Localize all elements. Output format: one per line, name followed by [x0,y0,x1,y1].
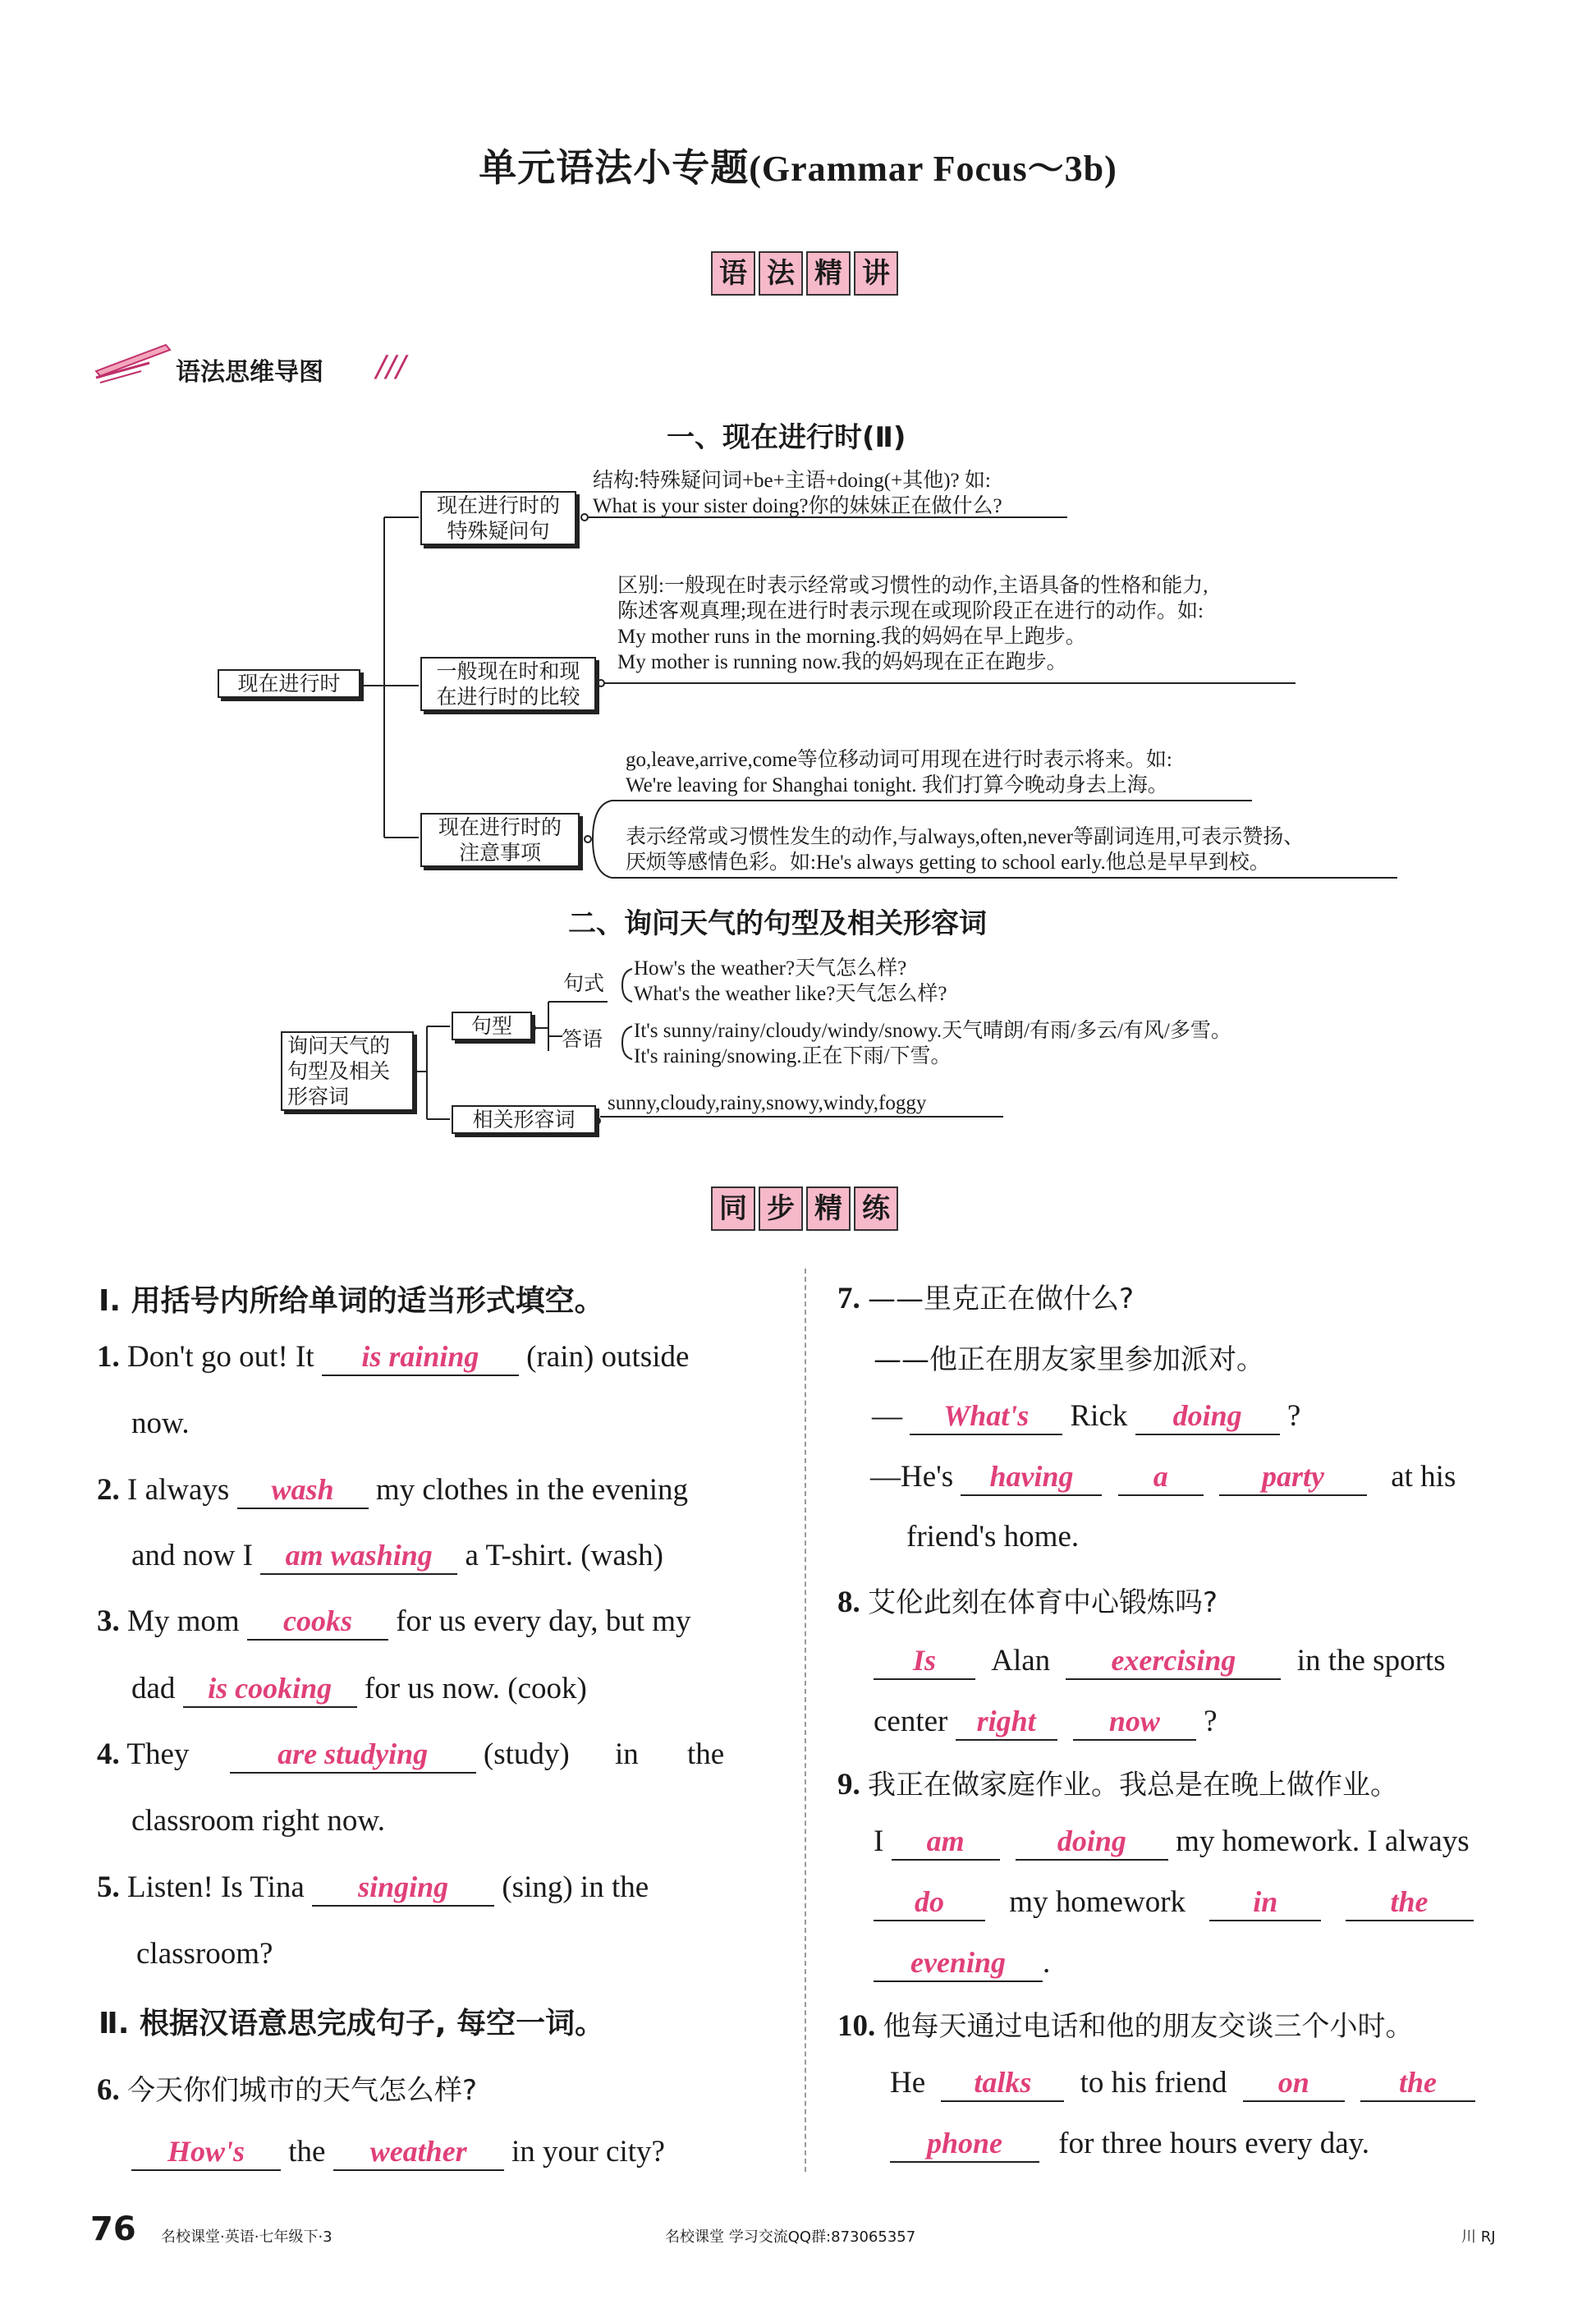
q-text: Alan [991,1644,1051,1678]
branch2-note [617,573,1208,675]
note-line: What's the weather like?天气怎么样? [634,983,947,1005]
question-7-line1 [872,1398,1300,1435]
q-text: center [874,1705,948,1738]
branch-text: 在进行时的比较 [436,685,580,709]
adjective-list: sunny,cloudy,rainy,snowy,windy,foggy [608,1092,927,1114]
question-9-line1 [874,1823,1470,1861]
question-3 [97,1603,691,1641]
question-10-line1 [890,2064,1475,2102]
q-number: 9. [837,1768,860,1801]
answer-blank[interactable]: talks [941,2064,1064,2102]
branch3-note-b [626,824,1304,875]
branch3-note-a [626,747,1172,798]
part2-heading: Ⅱ. 根据汉语意思完成句子, 每空一词。 [99,2007,605,2040]
note-line: What is your sister doing?你的妹妹正在做什么? [593,495,1002,517]
q-text: Listen! Is Tina [127,1870,305,1904]
answer-blank[interactable]: evening [874,1944,1043,1982]
q-text: (rain) outside [526,1340,690,1374]
question-2-cont [131,1537,663,1575]
question-8-line2 [874,1703,1218,1741]
mindmap-label: 语法思维导图 [176,358,323,387]
q-text: (study) [483,1737,570,1771]
q-text: in [614,1737,639,1771]
answer-blank[interactable]: singing [312,1869,494,1907]
answer-blank[interactable]: is raining [322,1338,519,1376]
q-text: (sing) in the [502,1870,649,1904]
badge-char: 练 [854,1186,898,1231]
q-chinese: 艾伦此刻在体育中心锻炼吗? [868,1586,1218,1619]
question-8-line1 [874,1642,1446,1680]
answer-blank[interactable]: exercising [1066,1642,1281,1680]
answer-blank[interactable]: What's [910,1398,1062,1435]
footer-book: 名校课堂·英语·七年级下·3 [161,2228,332,2246]
q-number: 10. [837,2009,876,2043]
mindmap-root: 现在进行时 [218,669,360,698]
q-number: 4. [97,1737,120,1771]
answer-blank[interactable]: doing [1016,1823,1168,1861]
question-4-cont: classroom right now. [131,1804,385,1838]
badge-char: 精 [806,251,851,296]
q-text: in the sports [1296,1644,1446,1678]
answer-blank[interactable]: a [1118,1458,1204,1496]
mindmap-branch-notes [420,813,580,867]
answer-blank[interactable]: in [1209,1884,1321,1921]
mindmap-branch-questions [420,491,576,545]
mindmap-root-weather [281,1031,414,1111]
q-chinese: 他每天通过电话和他的朋友交谈三个小时。 [883,2010,1414,2043]
answer-blank[interactable]: Is [874,1642,975,1680]
question-5-cont: classroom? [136,1937,273,1971]
answer-blank[interactable]: phone [890,2125,1039,2163]
q-text: a T-shirt. (wash) [465,1539,663,1572]
q-text: for three hours every day. [1058,2127,1369,2160]
answer-blank[interactable]: are studying [230,1736,476,1774]
question-1-cont: now. [131,1407,190,1440]
q-chinese: 今天你们城市的天气怎么样? [127,2074,478,2107]
q-text: He [890,2066,926,2100]
q-text: my homework [1009,1885,1186,1919]
q-text: They [126,1737,190,1771]
q-text: —He's [870,1460,954,1494]
answer-blank[interactable]: the [1360,2064,1475,2102]
title-en: (Grammar Focus～3b) [749,149,1117,189]
note-line: go,leave,arrive,come等位移动词可用现在进行时表示将来。如: [626,749,1172,771]
note-line: 厌烦等感情色彩。如:He's always getting to school early.他总是早早到校。 [626,851,1270,874]
branch-text: 现在进行时的 [436,493,560,517]
title-cn: 单元语法小专题 [479,145,750,190]
q-text: ? [1286,1399,1301,1433]
badge-char: 法 [759,251,803,296]
question-6 [97,2068,477,2108]
section1-heading: 一、现在进行时(Ⅱ) [667,421,906,454]
branch-text: 特殊疑问句 [447,519,550,543]
part1-heading: Ⅰ. 用括号内所给单词的适当形式填空。 [99,1284,604,1318]
q-text: Don't go out! It [127,1340,314,1374]
q-number: 1. [97,1340,120,1374]
answer-blank[interactable]: having [961,1458,1102,1496]
answer-sentences [634,1018,1231,1069]
question-3-cont [131,1670,587,1708]
question-6-answer [131,2133,665,2171]
q-text: . [1043,1946,1051,1980]
page-number: 76 [90,2210,136,2248]
q-number: 3. [97,1604,120,1638]
answer-blank[interactable]: is cooking [183,1670,357,1708]
note-line: 区别:一般现在时表示经常或习惯性的动作,主语具备的性格和能力, [617,575,1208,597]
answer-blank[interactable]: right [956,1703,1057,1741]
q-text: and now I [131,1539,253,1572]
badge-char: 语 [711,251,755,296]
q-text: in your city? [511,2135,665,2169]
note-line: We're leaving for Shanghai tonight. 我们打算今晚动身去上海。 [626,774,1168,796]
question-7-cn2: ——他正在朋友家里参加派对。 [874,1343,1264,1376]
branch1-note [593,468,1002,519]
root-text: 形容词 [287,1085,350,1108]
mindmap-adjectives: 相关形容词 [452,1105,596,1134]
section-badge-practice [711,1186,898,1231]
q-number: 8. [837,1586,860,1619]
answer-blank[interactable]: on [1243,2064,1345,2102]
note-line: My mother is running now.我的妈妈现在正在跑步。 [617,651,1067,673]
q-text: at his [1391,1460,1456,1494]
question-4 [97,1736,724,1774]
question-9-line3 [874,1944,1050,1982]
q-number: 6. [97,2073,120,2107]
badge-char: 精 [806,1186,851,1231]
answer-blank[interactable]: now [1073,1703,1196,1741]
q-text: I always [127,1473,230,1507]
question-7-line3: friend's home. [906,1520,1080,1554]
answer-blank[interactable]: am [892,1823,1000,1861]
question-9-line2 [874,1884,1474,1921]
q-number: 2. [97,1473,120,1507]
branch-text: 注意事项 [458,841,541,865]
form-sentences [634,956,947,1007]
badge-char: 同 [711,1186,755,1231]
branch-text: 现在进行时的 [438,815,562,839]
q-text: — [872,1399,902,1433]
q-number: 7. [837,1282,860,1315]
q-text: ? [1204,1705,1218,1738]
q-text: the [288,2135,326,2169]
question-8 [837,1580,1218,1620]
root-text: 询问天气的 [287,1034,391,1058]
answer-blank[interactable]: am washing [260,1537,457,1575]
note-line: How's the weather?天气怎么样? [634,957,907,980]
answer-blank[interactable]: doing [1135,1398,1280,1435]
q-chinese: ——里克正在做什么? [868,1283,1135,1315]
q-text: Rick [1070,1399,1128,1433]
footer-qq: 名校课堂 学习交流QQ群:873065357 [665,2228,916,2246]
q-text: for us every day, but my [396,1604,691,1638]
answer-blank[interactable]: How's [131,2133,281,2171]
q-number: 5. [97,1870,120,1904]
q-text: dad [131,1672,176,1705]
question-5 [97,1869,649,1907]
note-line: It's raining/snowing.正在下雨/下雪。 [634,1045,952,1067]
decor-slashes: /// [376,350,406,383]
answer-blank[interactable]: party [1219,1458,1367,1496]
answer-label: 答语 [562,1027,603,1051]
answer-blank[interactable]: the [1346,1884,1474,1921]
question-1 [97,1338,689,1376]
answer-blank[interactable]: weather [333,2133,504,2171]
note-line: 陈述客观真理;现在进行时表示现在或现阶段正在进行的动作。如: [617,600,1204,622]
section2-heading: 二、询问天气的句型及相关形容词 [568,907,987,940]
column-divider [805,1269,806,2172]
note-line: 结构:特殊疑问词+be+主语+doing(+其他)? 如: [593,470,991,492]
form-label: 句式 [563,971,605,995]
question-2 [97,1471,688,1509]
note-line: My mother runs in the morning.我的妈妈在早上跑步。 [617,626,1086,648]
mindmap-pattern: 句型 [452,1012,532,1040]
branch-text: 一般现在时和现 [436,659,580,683]
question-10 [837,2003,1414,2044]
q-text: the [686,1737,725,1771]
question-9 [837,1762,1398,1802]
answer-blank[interactable]: do [874,1884,985,1921]
q-text: my clothes in the evening [375,1473,689,1507]
footer-edition: 川 RJ [1461,2228,1496,2246]
q-text: My mom [127,1604,240,1638]
answer-blank[interactable]: cooks [247,1603,388,1641]
mindmap-branch-compare [420,657,596,711]
note-line: It's sunny/rainy/cloudy/windy/snowy.天气晴朗/有雨/多云/有风/多雪。 [634,1020,1231,1042]
answer-blank[interactable]: wash [237,1471,369,1509]
q-chinese: 我正在做家庭作业。我总是在晚上做作业。 [868,1769,1398,1801]
badge-char: 讲 [854,251,898,296]
question-10-line2 [890,2125,1369,2163]
question-7-line2 [870,1458,1456,1496]
q-text: for us now. (cook) [364,1672,587,1705]
q-text: my homework. I always [1176,1824,1470,1858]
note-line: 表示经常或习惯性发生的动作,与always,often,never等副词连用,可表示赞扬、 [626,826,1305,848]
root-text: 句型及相关 [287,1059,391,1083]
question-7 [837,1276,1134,1316]
badge-char: 步 [759,1186,803,1231]
q-text: to his friend [1080,2066,1227,2100]
q-text: I [874,1824,884,1858]
